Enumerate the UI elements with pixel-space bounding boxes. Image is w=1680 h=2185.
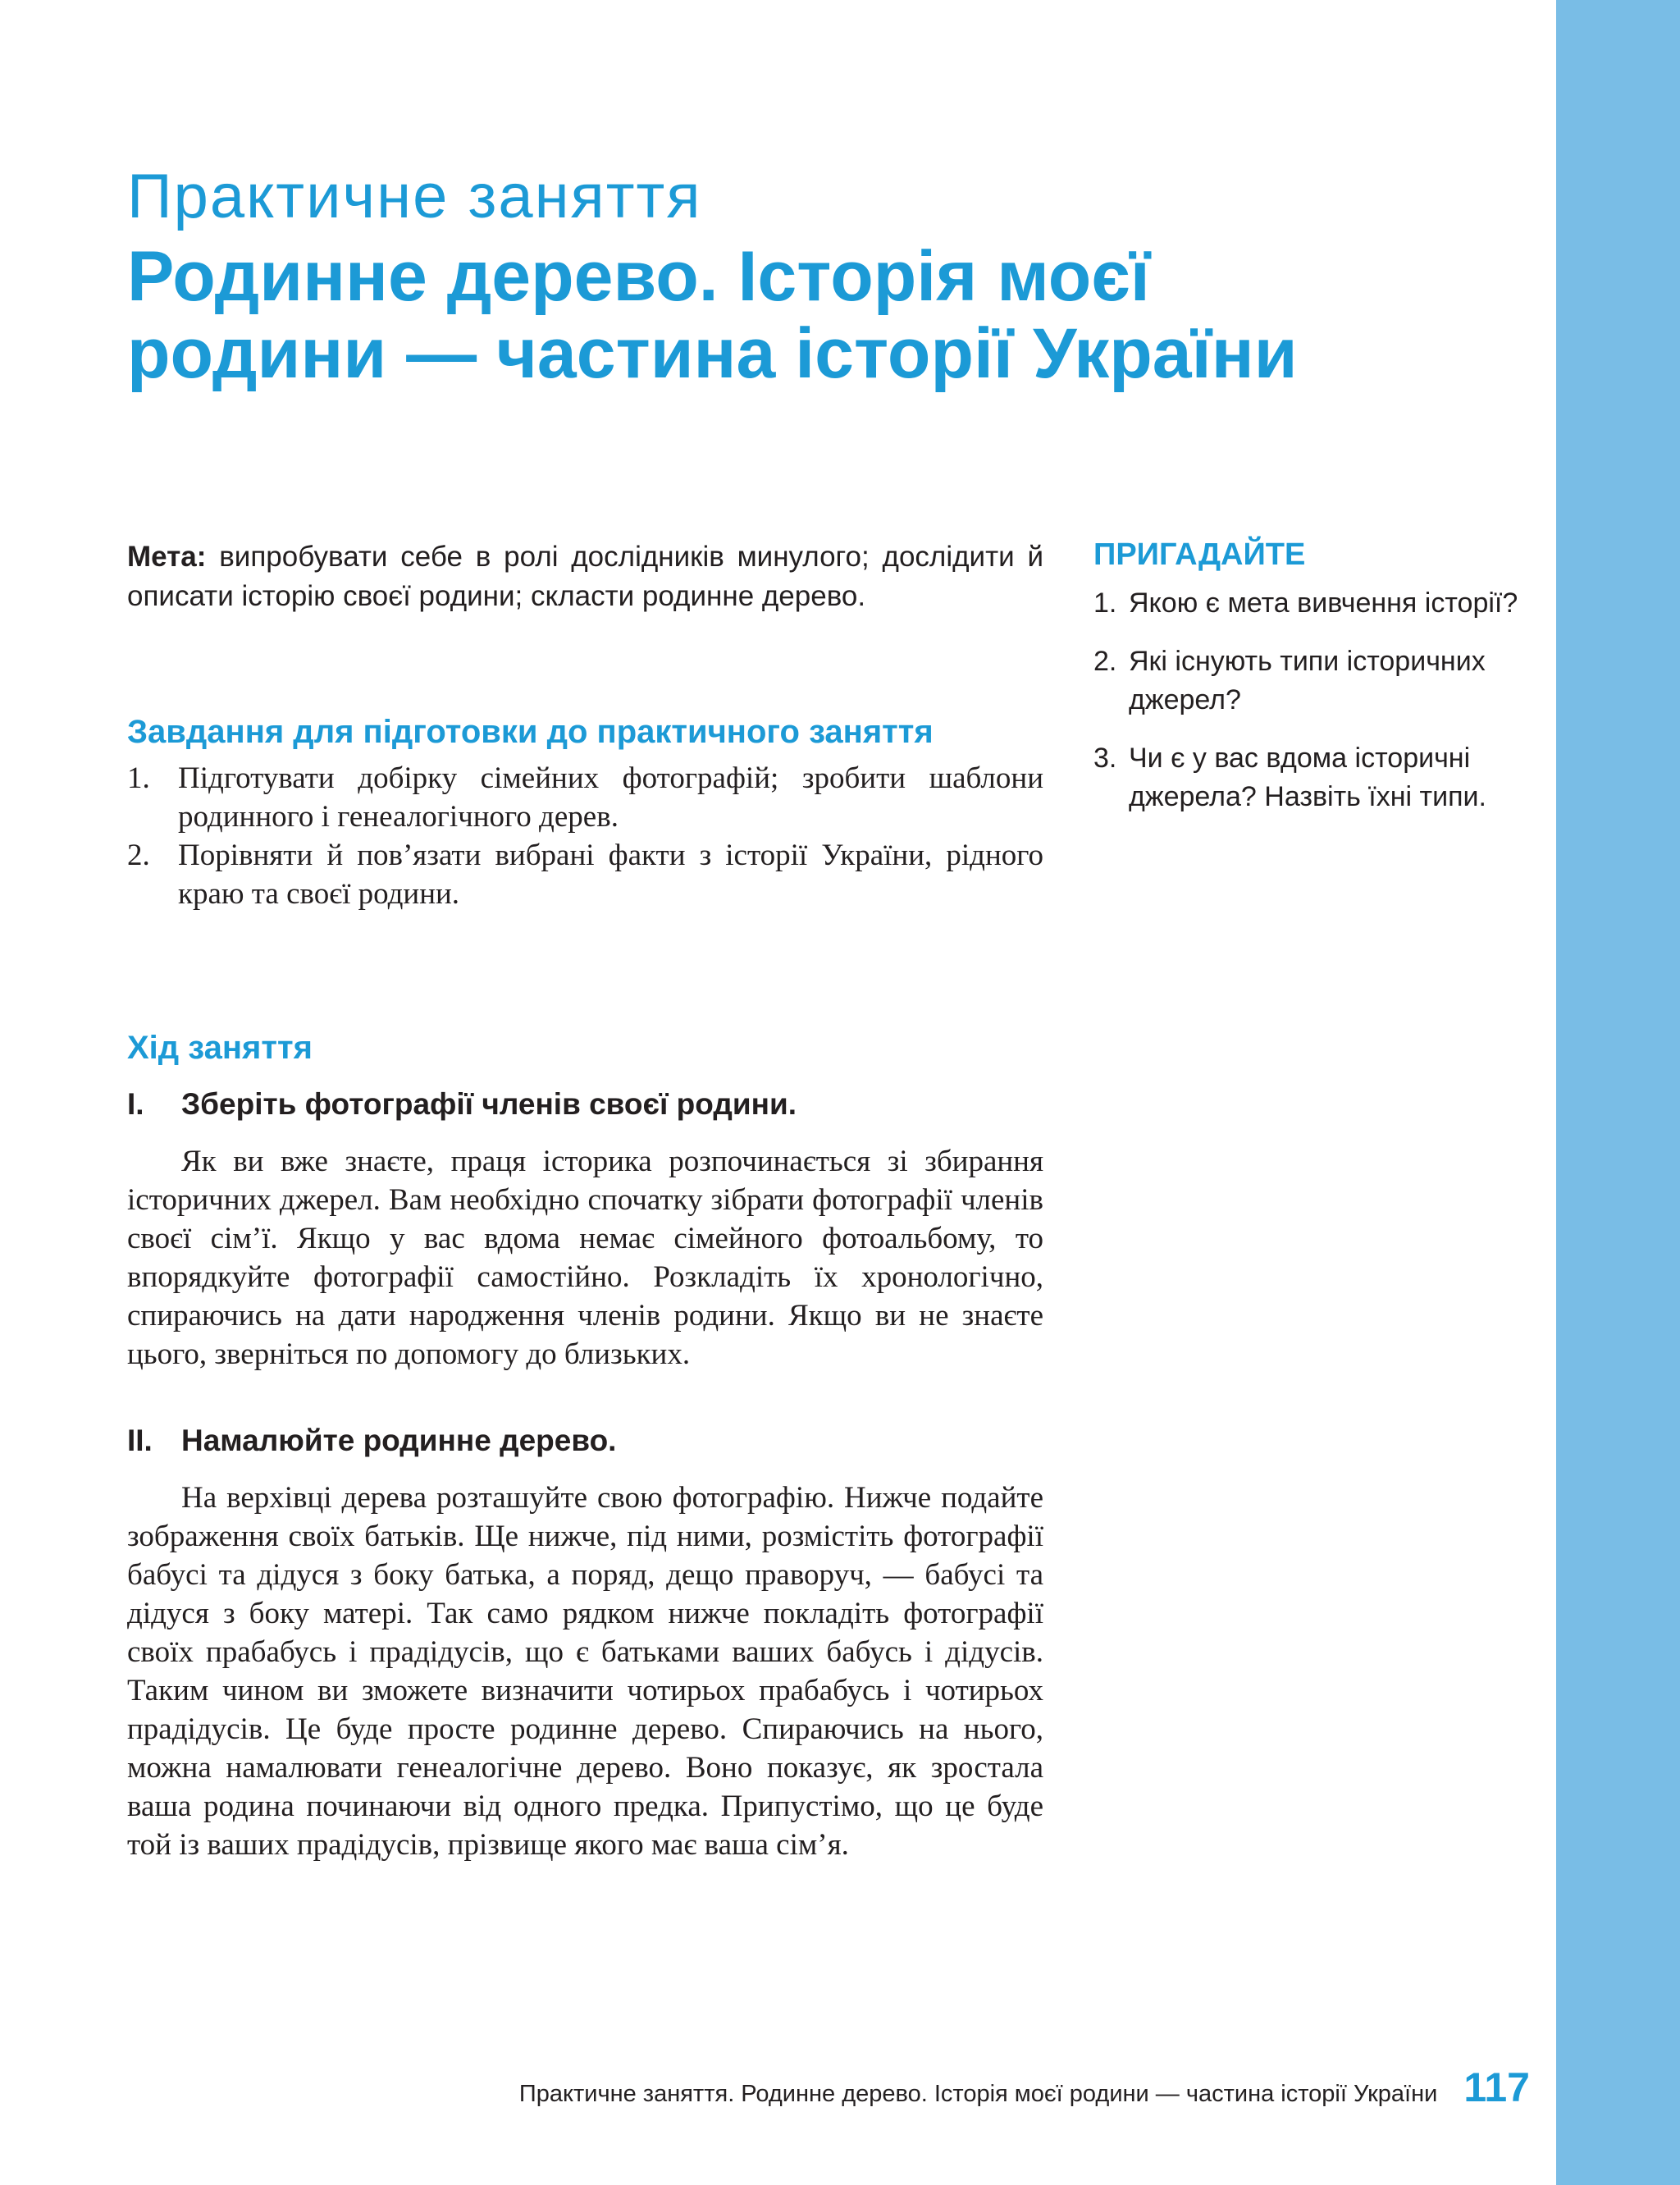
recall-list (1093, 584, 1528, 816)
prep-item (127, 836, 1043, 913)
recall-item (1093, 739, 1528, 816)
prep-list (127, 759, 1043, 913)
prep-item-number: 1. (127, 761, 150, 795)
goal-label: Мета: (127, 541, 207, 573)
prep-item-text: Підготувати добірку сімейних фотографій; зробити шаблони родинного і генеалогічного дерев. (178, 761, 1043, 834)
goal-text: випробувати себе в ролі дослідників минулого; дослідити й описати історію своєї родини; скласти родинне дерево. (127, 541, 1043, 612)
recall-item (1093, 642, 1528, 720)
prep-item-number: 2. (127, 839, 150, 872)
recall-box (1093, 535, 1528, 836)
recall-title: ПРИГАДАЙТЕ (1093, 537, 1306, 572)
section-2-number: II. (127, 1424, 153, 1457)
section-1-heading (127, 1085, 1043, 1124)
goal-paragraph (127, 537, 1043, 616)
course-heading: Хід заняття (127, 1030, 313, 1066)
recall-item-number: 2. (1093, 646, 1117, 677)
section-2-heading (127, 1421, 1043, 1460)
page-number: 117 (1463, 2064, 1530, 2110)
course-section (127, 1027, 1043, 1864)
page-footer (427, 2064, 1530, 2111)
page-edge-color-bar (1556, 0, 1680, 2185)
section-2-text: На верхівці дерева розташуйте свою фотографію. Нижче подайте зображення своїх батьків. Ще нижче, під ними, розмістіть фотографії бабусі та дідуся з боку батька, а поряд, дещо праворуч, — бабусі та дідуся з боку матері. Так само рядком нижче покладіть фотографії своїх прабабусь і прадідусів, що є батьками ваших бабусь і дідусів. Таким чином ви зможете визначити чотирьох прабабусь і чотирьох прадідусів. Це буде просте родинне дерево. Спираючись на нього, можна намалювати генеалогічне дерево. Воно показує, як зростала ваша родина починаючи від одного предка. Припустімо, що це буде той із ваших прадідусів, прізвище якого має ваша сім’я. (127, 1481, 1043, 1862)
title-main-line-2: родини — частина історії України (127, 314, 1298, 393)
section-2-title: Намалюйте родинне дерево. (181, 1424, 617, 1457)
recall-item-text: Чи є у вас вдома історичні джерела? Назвіть їхні типи. (1129, 743, 1486, 812)
recall-item-number: 1. (1093, 587, 1117, 619)
page-title (127, 156, 1522, 392)
section-1-text: Як ви вже знаєте, праця історика розпочинається зі збирання історичних джерел. Вам необхідно спочатку зібрати фотографії членів своєї сім’ї. Якщо у вас вдома немає сімейного фотоальбому, то впорядкуйте фотографії самостійно. Розкладіть їх хронологічно, спираючись на дати народження членів родини. Якщо ви не знаєте цього, зверніться по допомогу до близьких. (127, 1145, 1043, 1371)
recall-item-text: Які існують типи історичних джерел? (1129, 646, 1486, 715)
prep-section (127, 711, 1043, 913)
prep-heading: Завдання для підготовки до практичного заняття (127, 714, 934, 750)
prep-item-text: Порівняти й пов’язати вибрані факти з історії України, рідного краю та своєї родини. (178, 839, 1043, 911)
title-main-line-1: Родинне дерево. Історія моєї (127, 237, 1150, 316)
recall-item-number: 3. (1093, 743, 1117, 774)
section-1-title: Зберіть фотографії членів своєї родини. (181, 1087, 797, 1121)
running-footer-text: Практичне заняття. Родинне дерево. Історія моєї родини — частина історії України (518, 2081, 1438, 2107)
section-1-number: I. (127, 1087, 144, 1121)
recall-item (1093, 584, 1528, 623)
title-kicker: Практичне заняття (127, 162, 702, 231)
prep-item (127, 759, 1043, 836)
recall-item-text: Якою є мета вивчення історії? (1129, 587, 1518, 619)
